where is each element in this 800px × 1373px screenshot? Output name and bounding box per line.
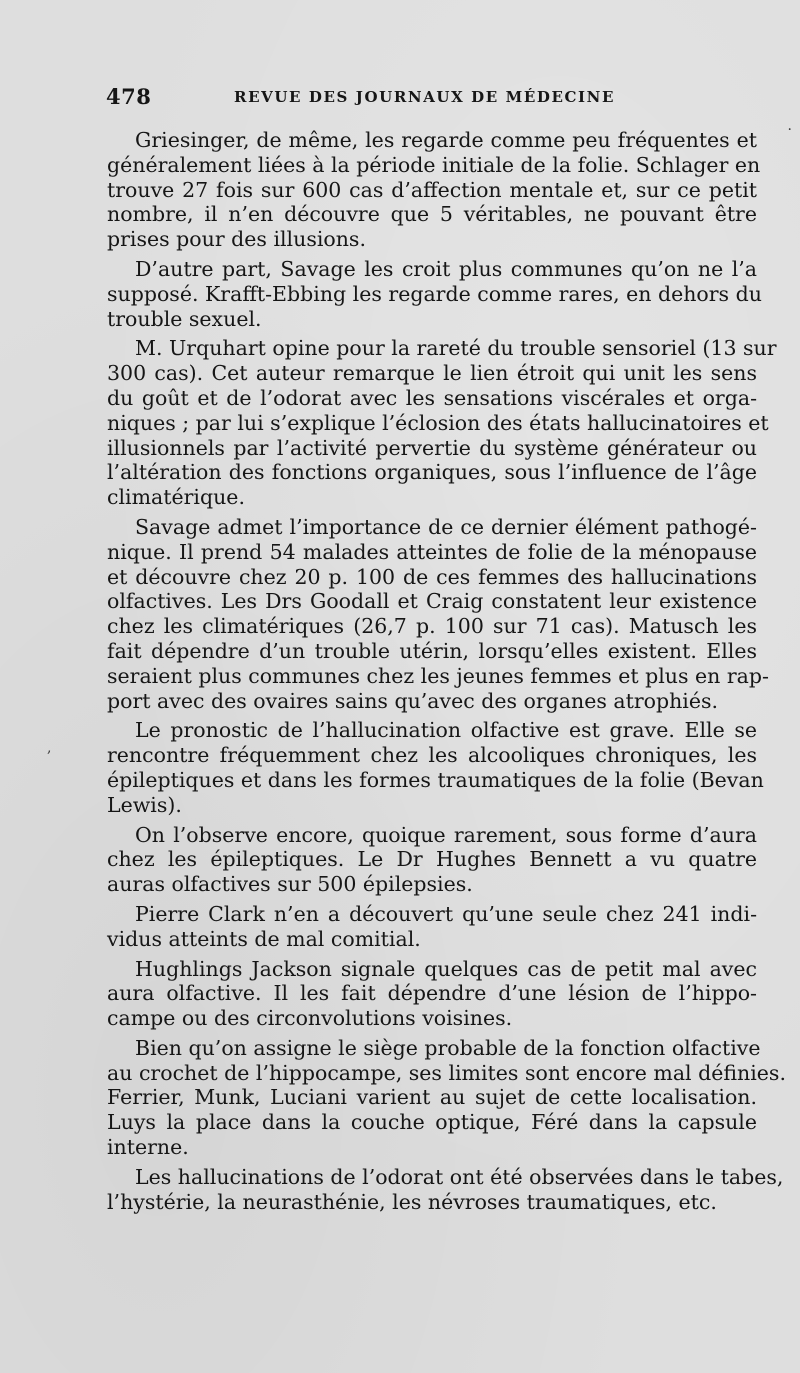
text-line: épileptiques et dans les formes traumatiques de la folie (Bevan — [107, 767, 764, 792]
text-line: nique. Il prend 54 malades atteintes de folie de la ménopause — [107, 539, 757, 564]
paragraph-10 — [107, 1164, 784, 1215]
margin-mark: , — [47, 740, 52, 756]
paragraph-9 — [107, 1035, 786, 1160]
text-line: Les hallucinations de l’odorat ont été observées dans le tabes, — [135, 1164, 784, 1189]
text-line: Bien qu’on assigne le siège probable de la fonction olfactive — [135, 1035, 761, 1060]
running-title: REVUE DES JOURNAUX DE MÉDECINE — [234, 88, 616, 106]
text-line: auras olfactives sur 500 épilepsies. — [107, 872, 473, 897]
margin-mark: · — [787, 122, 792, 138]
running-head — [106, 84, 766, 114]
text-line: Luys la place dans la couche optique, Féré dans la capsule — [107, 1110, 757, 1135]
text-line: Hughlings Jackson signale quelques cas de petit mal avec — [135, 956, 757, 981]
paragraph-7 — [107, 902, 757, 952]
page-number: 478 — [106, 84, 152, 109]
text-line: niques ; par lui s’explique l’éclosion des états hallucinatoires et — [107, 410, 769, 435]
paragraph-2 — [107, 256, 762, 331]
text-line: généralement liées à la période initiale de la folie. Schlager en — [107, 152, 761, 177]
text-line: chez les climatériques (26,7 p. 100 sur 71 cas). Matusch les — [107, 614, 757, 639]
paragraph-5 — [107, 718, 764, 817]
text-line: trouve 27 fois sur 600 cas d’affection mentale et, sur ce petit — [107, 177, 757, 202]
text-line: du goût et de l’odorat avec les sensations viscérales et orga- — [107, 385, 757, 410]
text-line: prises pour des illusions. — [107, 227, 366, 252]
paragraph-8 — [107, 957, 757, 1031]
text-line: On l’observe encore, quoique rarement, sous forme d’aura — [135, 822, 757, 847]
text-line: olfactives. Les Drs Goodall et Craig constatent leur existence — [107, 589, 757, 614]
text-line: Lewis). — [107, 792, 182, 817]
text-line: campe ou des circonvolutions voisines. — [107, 1006, 513, 1031]
text-line: Ferrier, Munk, Luciani varient au sujet de cette localisation. — [107, 1085, 757, 1110]
text-line: rencontre fréquemment chez les alcooliques chroniques, les — [107, 743, 757, 768]
text-line: et découvre chez 20 p. 100 de ces femmes des hallucinations — [107, 564, 757, 589]
paragraph-1 — [107, 128, 761, 252]
text-line: interne. — [107, 1135, 189, 1160]
body-text — [107, 128, 786, 1219]
paragraph-6 — [107, 823, 757, 897]
text-line: Pierre Clark n’en a découvert qu’une seule chez 241 indi- — [135, 901, 757, 926]
paragraph-4 — [107, 514, 769, 713]
text-line: M. Urquhart opine pour la rareté du trouble sensoriel (13 sur — [135, 336, 777, 361]
text-line: chez les épileptiques. Le Dr Hughes Bennett a vu quatre — [107, 847, 757, 872]
text-line: fait dépendre d’un trouble utérin, lorsqu’elles existent. Elles — [107, 638, 757, 663]
text-line: au crochet de l’hippocampe, ses limites sont encore mal définies. — [107, 1060, 786, 1085]
text-line: Le pronostic de l’hallucination olfactive est grave. Elle se — [135, 718, 757, 743]
text-line: aura olfactive. Il les fait dépendre d’une lésion de l’hippo- — [107, 981, 757, 1006]
text-line: 300 cas). Cet auteur remarque le lien étroit qui unit les sens — [107, 361, 757, 386]
text-line: nombre, il n’en découvre que 5 véritables, ne pouvant être — [107, 202, 757, 227]
text-line: l’hystérie, la neurasthénie, les névroses traumatiques, etc. — [107, 1189, 717, 1214]
text-line: l’altération des fonctions organiques, sous l’influence de l’âge — [107, 460, 757, 485]
text-line: trouble sexuel. — [107, 306, 262, 331]
text-line: D’autre part, Savage les croit plus communes qu’on ne l’a — [135, 256, 757, 281]
text-line: supposé. Krafft-Ebbing les regarde comme rares, en dehors du — [107, 281, 762, 306]
text-line: seraient plus communes chez les jeunes femmes et plus en rap- — [107, 663, 769, 688]
paragraph-3 — [107, 336, 777, 510]
text-line: climatérique. — [107, 485, 245, 510]
text-line: Savage admet l’importance de ce dernier élément pathogé- — [135, 514, 757, 539]
text-line: port avec des ovaires sains qu’avec des organes atrophiés. — [107, 688, 719, 713]
text-line: Griesinger, de même, les regarde comme peu fréquentes et — [135, 128, 757, 152]
text-line: illusionnels par l’activité pervertie du système générateur ou — [107, 435, 757, 460]
text-line: vidus atteints de mal comitial. — [107, 926, 421, 951]
